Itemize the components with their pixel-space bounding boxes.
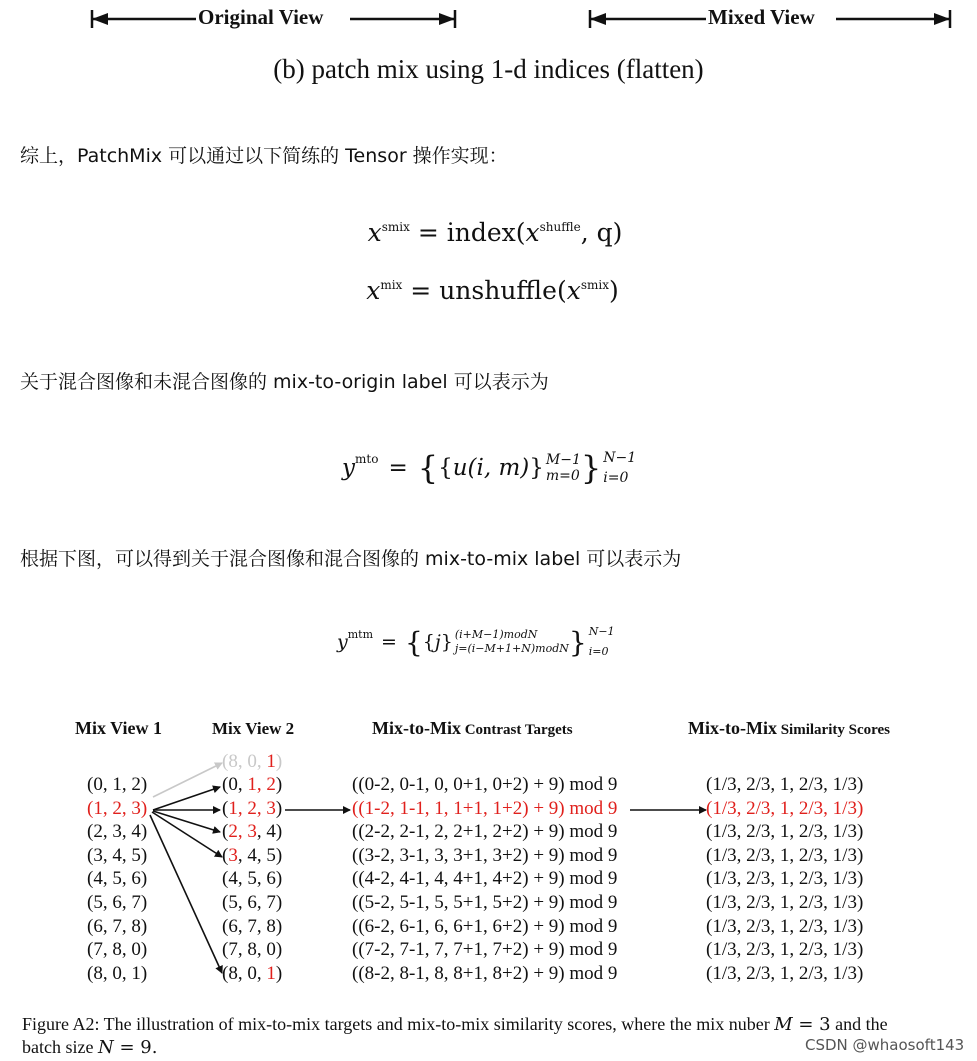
eq3-outer-sup: N−1 xyxy=(603,450,637,466)
col3-row-5: ((5-2, 5-1, 5, 5+1, 5+2) + 9) mod 9 xyxy=(352,892,618,913)
paragraph-2: 关于混合图像和未混合图像的 mix-to-origin label 可以表示为 xyxy=(20,371,549,393)
col4-row-2: (1/3, 2/3, 1, 2/3, 1/3) xyxy=(706,821,864,843)
col2-row-2-pre: ( xyxy=(222,821,229,843)
eq3-body: u(i, m) xyxy=(452,455,530,481)
eq4-outer-brace-open: { xyxy=(404,625,423,659)
arrow-to-row-0 xyxy=(153,787,220,810)
eq2-func: unshuffle( xyxy=(439,276,567,305)
col4-row-0: (1/3, 2/3, 1, 2/3, 1/3) xyxy=(706,774,864,795)
eq2-rhs-var: x xyxy=(566,276,581,305)
eq4-inner-sub: j=(i−M+1+N)modN xyxy=(454,642,569,655)
watermark: CSDN @whaosoft143 xyxy=(805,1036,965,1054)
eq1-rhs-var: x xyxy=(525,218,540,247)
eq3-outer-brace-close: } xyxy=(580,449,602,487)
col4-row-3: (1/3, 2/3, 1, 2/3, 1/3) xyxy=(706,844,864,866)
eq2-equals: = xyxy=(410,276,432,305)
col1-row-3: (3, 4, 5) xyxy=(87,844,148,866)
col4-row-1: (1/3, 2/3, 1, 2/3, 1/3) xyxy=(706,797,864,819)
eq1-lhs-sup: smix xyxy=(381,220,410,234)
col2-row-5-pre: (5, 6, 7) xyxy=(222,892,283,913)
col4-row-6: (1/3, 2/3, 1, 2/3, 1/3) xyxy=(706,915,864,937)
eq3-equals: = xyxy=(388,455,408,481)
col3-row-0: ((0-2, 0-1, 0, 0+1, 0+2) + 9) mod 9 xyxy=(352,774,618,795)
caption-M: M xyxy=(774,1014,793,1035)
caption-N: N xyxy=(97,1037,114,1058)
col1-row-1: (1, 2, 3) xyxy=(87,797,148,819)
eq3-inner-brace-close: } xyxy=(529,455,544,481)
caption-text-c: batch size xyxy=(22,1037,98,1057)
caption-line-1 xyxy=(22,1013,972,1036)
col2-extra-close: ) xyxy=(275,751,283,772)
eq1-rhs-sup: shuffle xyxy=(539,220,581,234)
eq2-tail: ) xyxy=(609,276,619,305)
col2-row-0-post: ) xyxy=(275,774,283,795)
col2-row-1-post: ) xyxy=(275,797,283,819)
col2-row-0-pre: (0, xyxy=(222,774,248,795)
col3-row-3: ((3-2, 3-1, 3, 3+1, 3+2) + 9) mod 9 xyxy=(352,844,618,866)
eq1-func: index( xyxy=(446,218,526,247)
eq1-tail: , q) xyxy=(580,218,623,247)
col2-row-2-post: , 4) xyxy=(256,821,283,843)
mixed-view-label: Mixed View xyxy=(708,5,815,29)
col2-row-3-red: 3 xyxy=(228,844,238,866)
original-view-label: Original View xyxy=(198,5,324,29)
col3-row-2: ((2-2, 2-1, 2, 2+1, 2+2) + 9) mod 9 xyxy=(352,821,618,843)
eq3-outer-sub: i=0 xyxy=(603,470,629,486)
eq2-lhs-sup: mix xyxy=(380,278,403,292)
eq3-lhs-var: y xyxy=(342,455,355,481)
col3-row-1: ((1-2, 1-1, 1, 1+1, 1+2) + 9) mod 9 xyxy=(352,797,618,819)
header-similarity-scores-a: Mix-to-Mix xyxy=(688,718,777,738)
caption-text-a: Figure A2: The illustration of mix-to-mix targets and mix-to-mix similarity scores, where the mix nuber xyxy=(22,1014,775,1034)
eq4-equals: = xyxy=(381,631,397,653)
col2-row-1-pre: ( xyxy=(222,797,229,819)
eq1-lhs-var: x xyxy=(367,218,382,247)
eq3-inner-sub: m=0 xyxy=(545,468,580,484)
arrow-to-row-8 xyxy=(150,815,222,973)
header-contrast-targets-b: Contrast Targets xyxy=(460,722,573,738)
eq4-inner-brace-open: { xyxy=(422,631,435,653)
header-mix-view-1: Mix View 1 xyxy=(75,718,162,738)
col3-row-4: ((4-2, 4-1, 4, 4+1, 4+2) + 9) mod 9 xyxy=(352,868,618,890)
col4-row-4: (1/3, 2/3, 1, 2/3, 1/3) xyxy=(706,868,864,890)
col1-row-6: (6, 7, 8) xyxy=(87,915,148,937)
header-mix-view-2: Mix View 2 xyxy=(212,719,295,738)
eq3-outer-brace-open: { xyxy=(417,449,439,487)
eq3-inner-sup: M−1 xyxy=(545,452,581,468)
eq4-inner-brace-close: } xyxy=(440,631,453,653)
col2-row-8-pre: (8, 0, xyxy=(222,962,267,984)
eq3-lhs-sup: mto xyxy=(355,452,379,466)
col2-row-7-pre: (7, 8, 0) xyxy=(222,939,283,961)
eq1-equals: = xyxy=(417,218,439,247)
arrow-to-row-3 xyxy=(152,812,222,857)
col2-extra-red: 1 xyxy=(266,751,276,772)
col2-row-1-red: 1, 2, 3 xyxy=(228,797,276,819)
eq4-outer-sub: i=0 xyxy=(588,645,609,658)
col3-row-7: ((7-2, 7-1, 7, 7+1, 7+2) + 9) mod 9 xyxy=(352,939,618,961)
eq4-inner-sup: (i+M−1)modN xyxy=(454,628,538,641)
col2-row-0-red: 1, 2 xyxy=(247,774,276,795)
eq4-body: j xyxy=(434,631,441,653)
col1-row-7: (7, 8, 0) xyxy=(87,939,148,961)
col3-row-6: ((6-2, 6-1, 6, 6+1, 6+2) + 9) mod 9 xyxy=(352,915,618,937)
col4-row-5: (1/3, 2/3, 1, 2/3, 1/3) xyxy=(706,892,864,913)
header-contrast-targets-a: Mix-to-Mix xyxy=(372,718,461,738)
header-similarity-scores-b: Similarity Scores xyxy=(776,722,891,738)
eq4-outer-sup: N−1 xyxy=(588,625,615,638)
col1-row-2: (2, 3, 4) xyxy=(87,821,148,843)
caption-text-b: and the xyxy=(830,1014,888,1034)
arrow-to-extra-top xyxy=(153,763,222,797)
col1-row-8: (8, 0, 1) xyxy=(87,962,148,984)
eq2-rhs-sup: smix xyxy=(580,278,609,292)
col2-row-6-pre: (6, 7, 8) xyxy=(222,915,283,937)
col4-row-8: (1/3, 2/3, 1, 2/3, 1/3) xyxy=(706,962,864,984)
eq4-lhs-sup: mtm xyxy=(347,627,374,641)
col2-row-8-post: ) xyxy=(275,962,283,984)
col3-row-8: ((8-2, 8-1, 8, 8+1, 8+2) + 9) mod 9 xyxy=(352,962,618,984)
col1-row-0: (0, 1, 2) xyxy=(87,774,148,795)
col2-row-4-pre: (4, 5, 6) xyxy=(222,868,283,890)
col1-row-4: (4, 5, 6) xyxy=(87,868,148,890)
col2-row-2-red: 2, 3 xyxy=(228,821,257,843)
caption-eq1: = 3 xyxy=(792,1014,831,1035)
col2-row-8-red: 1 xyxy=(266,962,276,984)
col2-row-3-pre: ( xyxy=(222,844,229,866)
col2-row-3-post: , 4, 5) xyxy=(237,844,283,866)
col4-row-7: (1/3, 2/3, 1, 2/3, 1/3) xyxy=(706,939,864,961)
eq4-lhs-var: y xyxy=(337,631,348,653)
eq4-outer-brace-close: } xyxy=(568,625,587,659)
paragraph-1: 综上，PatchMix 可以通过以下简练的 Tensor 操作实现： xyxy=(20,145,508,167)
caption-eq2: = 9. xyxy=(113,1037,158,1058)
eq2-lhs-var: x xyxy=(366,276,381,305)
subfigure-title: (b) patch mix using 1-d indices (flatten) xyxy=(273,54,704,84)
arrow-to-row-2 xyxy=(153,811,220,832)
col1-row-5: (5, 6, 7) xyxy=(87,892,148,913)
eq3-inner-brace-open: { xyxy=(438,455,453,481)
paragraph-3: 根据下图，可以得到关于混合图像和混合图像的 mix-to-mix label 可以表示为 xyxy=(20,548,682,570)
col2-extra-open: (8, 0, xyxy=(222,751,267,772)
